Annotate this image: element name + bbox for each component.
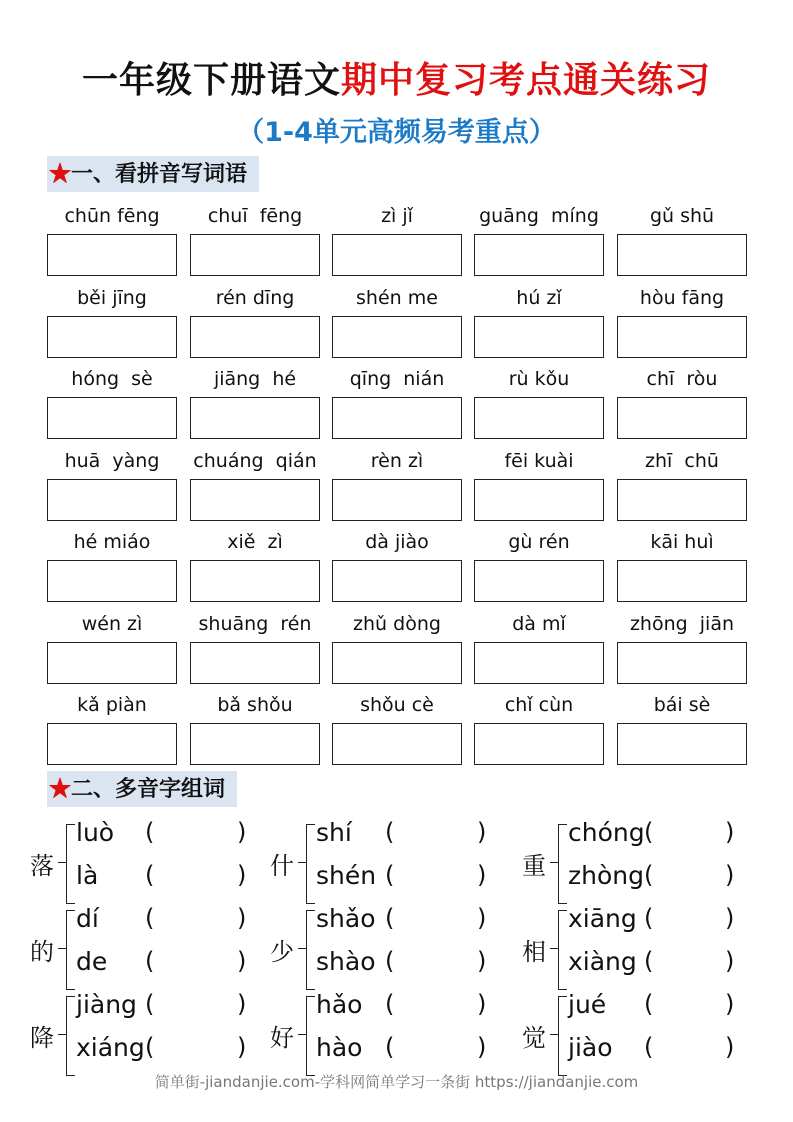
bracket-tick xyxy=(298,948,306,949)
answer-box[interactable] xyxy=(617,316,747,358)
word-cell xyxy=(332,529,462,555)
reading-line xyxy=(316,947,376,976)
footer-watermark: 简单街-jiandanjie.com-学科网简单学习一条街 https://jiandanjie.com xyxy=(154,1073,639,1091)
word-cell xyxy=(47,448,177,474)
section-1-header xyxy=(47,156,259,192)
word-cell xyxy=(474,692,604,718)
close-paren: ) xyxy=(477,1033,487,1061)
pinyin-label: wén zì xyxy=(81,612,143,635)
answer-box[interactable] xyxy=(332,316,462,358)
pinyin-label: huā yàng xyxy=(64,449,160,472)
reading-line xyxy=(568,1033,613,1062)
pinyin-label: zhōng jiān xyxy=(629,612,735,635)
close-paren: ) xyxy=(237,990,247,1018)
pinyin-label: shǒu cè xyxy=(360,694,434,716)
answer-box[interactable] xyxy=(190,560,320,602)
open-paren: ( xyxy=(644,1033,654,1061)
open-paren: ( xyxy=(385,904,395,932)
word-cell xyxy=(190,285,320,311)
reading-line xyxy=(76,861,98,890)
open-paren: ( xyxy=(385,947,395,975)
bracket-tick xyxy=(298,862,306,863)
bracket-tick xyxy=(550,1034,558,1035)
answer-blank[interactable] xyxy=(656,864,721,892)
reading-line xyxy=(316,1033,362,1062)
pinyin-label: dà jiào xyxy=(365,531,429,553)
bracket-tick xyxy=(550,948,558,949)
polyphone-char: 相 xyxy=(522,938,546,966)
close-paren: ) xyxy=(237,818,247,846)
pinyin-label: shuāng rén xyxy=(198,612,312,635)
open-paren: ( xyxy=(385,990,395,1018)
answer-blank[interactable] xyxy=(397,821,473,849)
pinyin-label: kāi huì xyxy=(650,531,714,553)
answer-box[interactable] xyxy=(190,723,320,765)
open-paren: ( xyxy=(644,818,654,846)
reading-pinyin: hǎo xyxy=(316,990,363,1019)
answer-box[interactable] xyxy=(190,397,320,439)
polyphone-group xyxy=(270,904,500,994)
word-cell xyxy=(474,611,604,637)
bracket xyxy=(306,910,315,990)
bracket xyxy=(558,824,567,904)
word-cell xyxy=(474,366,604,392)
page-subtitle: （1-4单元高频易考重点） xyxy=(237,117,556,148)
answer-box[interactable] xyxy=(617,479,747,521)
close-paren: ) xyxy=(725,861,735,889)
pinyin-label: hé miáo xyxy=(73,531,151,553)
word-cell xyxy=(617,692,747,718)
pinyin-label: gǔ shū xyxy=(649,205,715,227)
word-cell xyxy=(617,366,747,392)
word-cell xyxy=(47,529,177,555)
close-paren: ) xyxy=(477,861,487,889)
page-title xyxy=(0,52,793,103)
reading-pinyin: shào xyxy=(316,947,376,976)
reading-pinyin: jué xyxy=(568,990,607,1019)
polyphone-char: 什 xyxy=(270,852,294,880)
answer-blank[interactable] xyxy=(157,1036,233,1064)
open-paren: ( xyxy=(145,861,155,889)
polyphone-char: 好 xyxy=(270,1024,294,1052)
close-paren: ) xyxy=(237,861,247,889)
word-cell xyxy=(474,448,604,474)
answer-box[interactable] xyxy=(332,397,462,439)
answer-box[interactable] xyxy=(332,560,462,602)
answer-box[interactable] xyxy=(474,397,604,439)
close-paren: ) xyxy=(725,947,735,975)
word-cell xyxy=(617,203,747,229)
answer-box[interactable] xyxy=(47,316,177,358)
close-paren: ) xyxy=(477,990,487,1018)
bracket-tick xyxy=(550,862,558,863)
answer-blank[interactable] xyxy=(157,864,233,892)
answer-box[interactable] xyxy=(474,316,604,358)
bracket xyxy=(66,824,75,904)
polyphone-group xyxy=(522,990,752,1080)
close-paren: ) xyxy=(237,1033,247,1061)
word-cell xyxy=(617,285,747,311)
pinyin-label: rén dīng xyxy=(215,286,295,309)
pinyin-label: qīng nián xyxy=(349,368,445,390)
reading-pinyin: jiào xyxy=(568,1033,613,1062)
answer-box[interactable] xyxy=(617,234,747,276)
answer-blank[interactable] xyxy=(157,950,233,978)
reading-pinyin: zhòng xyxy=(568,861,644,890)
reading-line xyxy=(316,904,376,933)
bracket xyxy=(558,910,567,990)
word-cell xyxy=(617,448,747,474)
reading-line xyxy=(76,818,114,847)
word-cell xyxy=(617,611,747,637)
answer-box[interactable] xyxy=(47,479,177,521)
pinyin-label: jiāng hé xyxy=(213,368,297,390)
pinyin-label: kǎ piàn xyxy=(77,694,147,716)
reading-line xyxy=(316,861,376,890)
word-cell xyxy=(474,203,604,229)
pinyin-label: bǎ shǒu xyxy=(217,694,293,716)
open-paren: ( xyxy=(644,990,654,1018)
polyphone-char: 落 xyxy=(30,852,54,880)
bracket-tick xyxy=(58,948,66,949)
answer-box[interactable] xyxy=(617,723,747,765)
close-paren: ) xyxy=(237,904,247,932)
pinyin-label: hóng sè xyxy=(71,368,153,390)
polyphone-group xyxy=(270,818,500,908)
polyphone-char: 降 xyxy=(30,1024,54,1052)
answer-box[interactable] xyxy=(47,642,177,684)
reading-line xyxy=(316,990,362,1019)
reading-pinyin: hào xyxy=(316,1033,363,1062)
word-cell xyxy=(474,529,604,555)
reading-pinyin: shǎo xyxy=(316,904,376,933)
title-black: 一年级下册语文 xyxy=(81,59,341,101)
word-cell xyxy=(190,611,320,637)
reading-pinyin: dí xyxy=(76,904,99,933)
reading-line xyxy=(568,818,645,847)
close-paren: ) xyxy=(725,990,735,1018)
bracket-tick xyxy=(58,1034,66,1035)
pinyin-label: hòu fāng xyxy=(639,286,725,309)
word-cell xyxy=(190,366,320,392)
polyphone-char: 少 xyxy=(270,938,294,966)
answer-blank[interactable] xyxy=(157,907,233,935)
section-1-title: 一、看拼音写词语 xyxy=(71,161,248,187)
answer-blank[interactable] xyxy=(397,864,473,892)
pinyin-label: hú zǐ xyxy=(516,286,562,309)
bracket xyxy=(558,996,567,1076)
reading-pinyin: de xyxy=(76,947,108,976)
open-paren: ( xyxy=(385,861,395,889)
answer-box[interactable] xyxy=(474,479,604,521)
word-cell xyxy=(47,692,177,718)
polyphone-group xyxy=(30,990,260,1080)
polyphone-group xyxy=(522,904,752,994)
answer-box[interactable] xyxy=(474,642,604,684)
polyphone-group xyxy=(522,818,752,908)
reading-pinyin: xiàng xyxy=(568,947,637,976)
answer-box[interactable] xyxy=(617,560,747,602)
close-paren: ) xyxy=(725,904,735,932)
answer-box[interactable] xyxy=(47,723,177,765)
close-paren: ) xyxy=(725,818,735,846)
close-paren: ) xyxy=(477,904,487,932)
open-paren: ( xyxy=(385,818,395,846)
pinyin-label: shén me xyxy=(356,286,438,309)
polyphone-group xyxy=(270,990,500,1080)
pinyin-label: bái sè xyxy=(653,694,711,716)
pinyin-label: fēi kuài xyxy=(504,449,574,472)
open-paren: ( xyxy=(644,947,654,975)
pinyin-label: zhǔ dòng xyxy=(353,612,441,635)
word-cell xyxy=(332,203,462,229)
open-paren: ( xyxy=(145,947,155,975)
answer-box[interactable] xyxy=(474,234,604,276)
answer-box[interactable] xyxy=(47,234,177,276)
reading-line xyxy=(316,818,352,847)
answer-box[interactable] xyxy=(332,723,462,765)
bracket xyxy=(306,996,315,1076)
open-paren: ( xyxy=(145,904,155,932)
answer-blank[interactable] xyxy=(656,1036,721,1064)
reading-pinyin: xiáng xyxy=(76,1033,145,1062)
polyphone-group xyxy=(30,818,260,908)
reading-pinyin: shén xyxy=(316,861,377,890)
pinyin-label: xiě zì xyxy=(227,531,283,553)
answer-blank[interactable] xyxy=(397,907,473,935)
polyphone-char: 觉 xyxy=(522,1024,546,1052)
answer-box[interactable] xyxy=(47,397,177,439)
reading-line xyxy=(568,990,606,1019)
close-paren: ) xyxy=(477,947,487,975)
bracket-tick xyxy=(58,862,66,863)
reading-pinyin: là xyxy=(76,861,99,890)
close-paren: ) xyxy=(237,947,247,975)
word-cell xyxy=(332,448,462,474)
word-cell xyxy=(47,203,177,229)
answer-blank[interactable] xyxy=(397,950,473,978)
open-paren: ( xyxy=(385,1033,395,1061)
answer-blank[interactable] xyxy=(656,821,721,849)
answer-box[interactable] xyxy=(332,234,462,276)
answer-blank[interactable] xyxy=(656,907,721,935)
open-paren: ( xyxy=(145,990,155,1018)
polyphone-char: 的 xyxy=(30,938,54,966)
reading-pinyin: xiāng xyxy=(568,904,637,933)
answer-box[interactable] xyxy=(474,560,604,602)
star-icon: ★ xyxy=(49,776,72,802)
reading-line xyxy=(568,947,637,976)
reading-line xyxy=(76,904,99,933)
section-2-title: 二、多音字组词 xyxy=(71,776,226,802)
answer-blank[interactable] xyxy=(656,993,721,1021)
word-cell xyxy=(47,285,177,311)
reading-pinyin: chóng xyxy=(568,818,645,847)
pinyin-label: zì jǐ xyxy=(381,205,413,227)
star-icon: ★ xyxy=(49,161,72,187)
reading-line xyxy=(76,990,137,1019)
pinyin-label: gù rén xyxy=(508,531,570,553)
word-cell xyxy=(332,692,462,718)
answer-box[interactable] xyxy=(474,723,604,765)
word-cell xyxy=(190,529,320,555)
pinyin-label: chūn fēng xyxy=(64,205,160,227)
answer-box[interactable] xyxy=(332,642,462,684)
polyphone-group xyxy=(30,904,260,994)
pinyin-label: zhī chū xyxy=(645,449,719,472)
reading-pinyin: jiàng xyxy=(76,990,137,1019)
word-cell xyxy=(617,529,747,555)
pinyin-label: chǐ cùn xyxy=(504,694,574,716)
answer-box[interactable] xyxy=(190,234,320,276)
answer-box[interactable] xyxy=(190,642,320,684)
answer-blank[interactable] xyxy=(397,993,473,1021)
word-cell xyxy=(332,611,462,637)
pinyin-label: rù kǒu xyxy=(508,368,570,390)
bracket xyxy=(306,824,315,904)
title-red: 期中复习考点通关练习 xyxy=(341,59,712,101)
pinyin-label: chuī fēng xyxy=(207,205,303,227)
word-cell xyxy=(474,285,604,311)
reading-line xyxy=(568,861,644,890)
pinyin-label: chuáng qián xyxy=(193,449,317,472)
pinyin-label: rèn zì xyxy=(370,449,424,472)
polyphone-char: 重 xyxy=(522,852,546,880)
word-cell xyxy=(332,366,462,392)
word-cell xyxy=(47,366,177,392)
pinyin-label: chī ròu xyxy=(646,368,718,390)
open-paren: ( xyxy=(644,904,654,932)
word-cell xyxy=(190,448,320,474)
answer-box[interactable] xyxy=(617,642,747,684)
word-cell xyxy=(190,692,320,718)
pinyin-label: guāng míng xyxy=(479,205,599,227)
answer-box[interactable] xyxy=(47,560,177,602)
open-paren: ( xyxy=(644,861,654,889)
open-paren: ( xyxy=(145,818,155,846)
reading-line xyxy=(568,904,637,933)
reading-pinyin: shí xyxy=(316,818,352,847)
pinyin-label: dà mǐ xyxy=(512,612,566,635)
close-paren: ) xyxy=(477,818,487,846)
answer-blank[interactable] xyxy=(157,821,233,849)
answer-box[interactable] xyxy=(190,479,320,521)
word-cell xyxy=(190,203,320,229)
answer-box[interactable] xyxy=(617,397,747,439)
bracket-tick xyxy=(298,1034,306,1035)
bracket xyxy=(66,996,75,1076)
reading-line xyxy=(76,947,107,976)
word-cell xyxy=(332,285,462,311)
answer-box[interactable] xyxy=(190,316,320,358)
answer-blank[interactable] xyxy=(157,993,233,1021)
section-2-header xyxy=(47,771,237,807)
word-cell xyxy=(47,611,177,637)
close-paren: ) xyxy=(725,1033,735,1061)
reading-line xyxy=(76,1033,145,1062)
bracket xyxy=(66,910,75,990)
answer-blank[interactable] xyxy=(397,1036,473,1064)
reading-pinyin: luò xyxy=(76,818,115,847)
answer-box[interactable] xyxy=(332,479,462,521)
answer-blank[interactable] xyxy=(656,950,721,978)
open-paren: ( xyxy=(145,1033,155,1061)
pinyin-label: běi jīng xyxy=(77,286,147,309)
